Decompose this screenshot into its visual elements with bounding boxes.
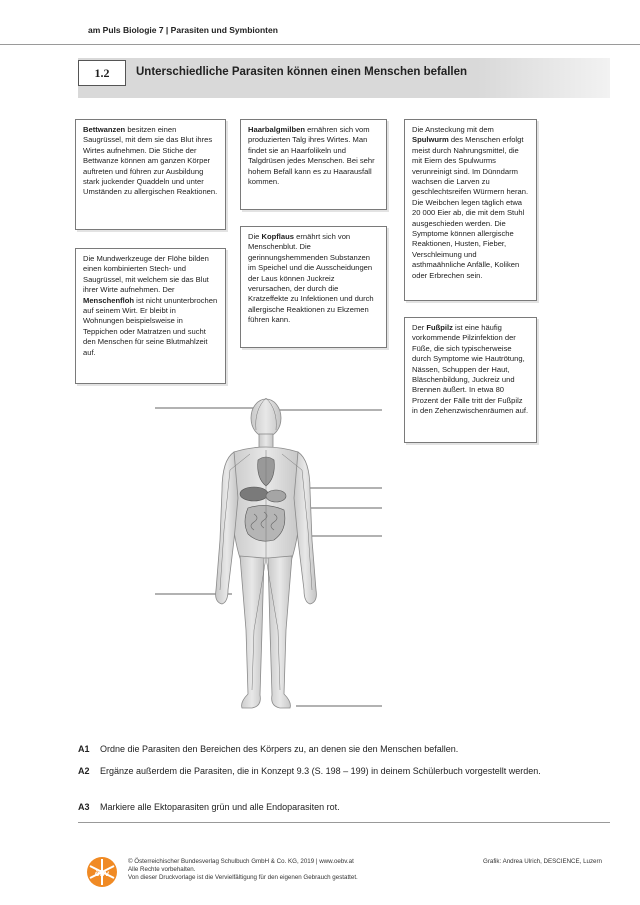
box-bettwanzen-keyword: Bettwanzen xyxy=(83,125,126,134)
box-spulwurm xyxy=(404,119,537,301)
chapter-title-bar xyxy=(78,58,610,98)
box-fusspilz-body: ist eine häufig vorkommende Pilzinfektion der Füße, die sich typischerweise durch Symptome wie Hautrötung, Nässen, Schuppen der Haut, Bläschenbildung, Juckreiz und Brennen äußert. In etwa 80 Prozent der Fälle tritt der Fußpilz in den Zehenzwischenräumen auf. xyxy=(412,323,529,416)
box-spulwurm-body: des Menschen erfolgt meist durch Nahrungsmittel, die mit Eiern des Spulwurms verunreinigt sind. Im Dünndarm wachsen die Larven zu geschlechtsreifen Würmern heran. Die Weibchen legen täglich etwa 20 000 Eier ab, die mit dem Stuhl ausgeschieden werden. Die Symptome können allergische Reaktionen, Husten, Fieber, Verschleimung und asthmaähnliche Anfälle, Koliken oder Erbrechen sein. xyxy=(412,135,529,280)
box-kopflaus-text xyxy=(248,232,379,326)
task-a3-label: A3 xyxy=(78,802,90,812)
box-spulwurm-pre: Die Ansteckung mit dem xyxy=(412,125,494,134)
footer-line-3: Von dieser Druckvorlage ist die Vervielfältigung für den eigenen Gebrauch gestattet. xyxy=(128,873,358,881)
box-floh xyxy=(75,248,226,384)
box-spulwurm-text xyxy=(412,125,529,281)
oebv-logo-icon xyxy=(85,855,119,889)
box-haarbalgmilben-text xyxy=(248,125,379,187)
task-a2-label: A2 xyxy=(78,766,90,776)
box-fusspilz-text xyxy=(412,323,529,417)
human-body-illustration xyxy=(150,390,390,720)
oebv-logo-text: öbv xyxy=(94,869,110,878)
task-a2 xyxy=(78,765,598,793)
running-head: am Puls Biologie 7 | Parasiten und Symbionten xyxy=(88,25,278,35)
task-a1 xyxy=(78,743,598,757)
box-kopflaus-pre: Die xyxy=(248,232,262,241)
header-divider xyxy=(0,44,640,45)
footer-line-1: © Österreichischer Bundesverlag Schulbuch GmbH & Co. KG, 2019 | www.oebv.at xyxy=(128,858,354,865)
box-bettwanzen-body: besitzen einen Saugrüssel, mit dem sie das Blut ihres Wirtes aufnehmen. Die Stiche der Bettwanze können am ganzen Körper auftreten und führen zur Ausbildung stark juckender Quaddeln und unter Umständen zu allergischen Reaktionen. xyxy=(83,125,218,197)
box-spulwurm-keyword: Spulwurm xyxy=(412,135,449,145)
task-a1-label: A1 xyxy=(78,744,90,754)
box-haarbalgmilben xyxy=(240,119,387,210)
box-fusspilz-keyword: Fußpilz xyxy=(426,323,453,332)
footer-copyright xyxy=(128,858,428,881)
box-bettwanzen-text xyxy=(83,125,218,198)
task-a3-text: Markiere alle Ektoparasiten grün und alle Endoparasiten rot. xyxy=(100,802,340,812)
task-a3 xyxy=(78,801,598,815)
box-fusspilz-pre: Der xyxy=(412,323,427,332)
box-kopflaus-body: ernährt sich von Menschenblut. Die gerinnungshemmenden Substanzen im Speichel und die Ausscheidungen der Laus können Juckreiz verursachen, der durch die Kratzeffekte zu Infektionen und durch allergische Reaktionen zu Ekzemen führen kann. xyxy=(248,232,374,325)
box-kopflaus xyxy=(240,226,387,348)
box-floh-text xyxy=(83,254,218,358)
task-a2-text: Ergänze außerdem die Parasiten, die in Konzept 9.3 (S. 198 – 199) in deinem Schülerbuch vorgestellt werden. xyxy=(100,766,541,776)
chapter-title: Unterschiedliche Parasiten können einen Menschen befallen xyxy=(136,66,468,78)
footer-credit: Grafik: Andrea Ulrich, DESCIENCE, Luzern xyxy=(483,858,602,865)
box-haarbalgmilben-body: ernähren sich vom produzierten Talg ihres Wirtes. Man findet sie an Haarfolikeln und Talgdrüsen jedes Menschen. Bei sehr hohem Befall kann es zu Haarausfall kommen. xyxy=(248,125,375,187)
box-floh-keyword: Menschenfloh xyxy=(83,295,135,305)
footer-divider xyxy=(78,822,610,823)
box-bettwanzen xyxy=(75,119,226,230)
task-a1-text: Ordne die Parasiten den Bereichen des Körpers zu, an denen sie den Menschen befallen. xyxy=(100,744,459,754)
box-floh-pre: Die Mundwerkzeuge der Flöhe bilden einen kombinierten Stech- und Saugrüssel, mit welchem sie das Blut ihrer Wirte aufnehmen. Der xyxy=(83,254,209,295)
box-floh-body: ist nicht ununterbrochen auf seinem Wirt. Er bleibt in Wohnungen beispielsweise in Teppichen oder Matratzen und sucht den Menschen für seine Blutmahlzeit auf. xyxy=(83,295,218,357)
footer-line-2: Alle Rechte vorbehalten. xyxy=(128,865,196,873)
box-kopflaus-keyword: Kopflaus xyxy=(261,232,295,241)
box-haarbalgmilben-keyword: Haarbalgmilben xyxy=(248,125,305,134)
chapter-number: 1.2 xyxy=(78,60,126,86)
box-fusspilz xyxy=(404,317,537,443)
